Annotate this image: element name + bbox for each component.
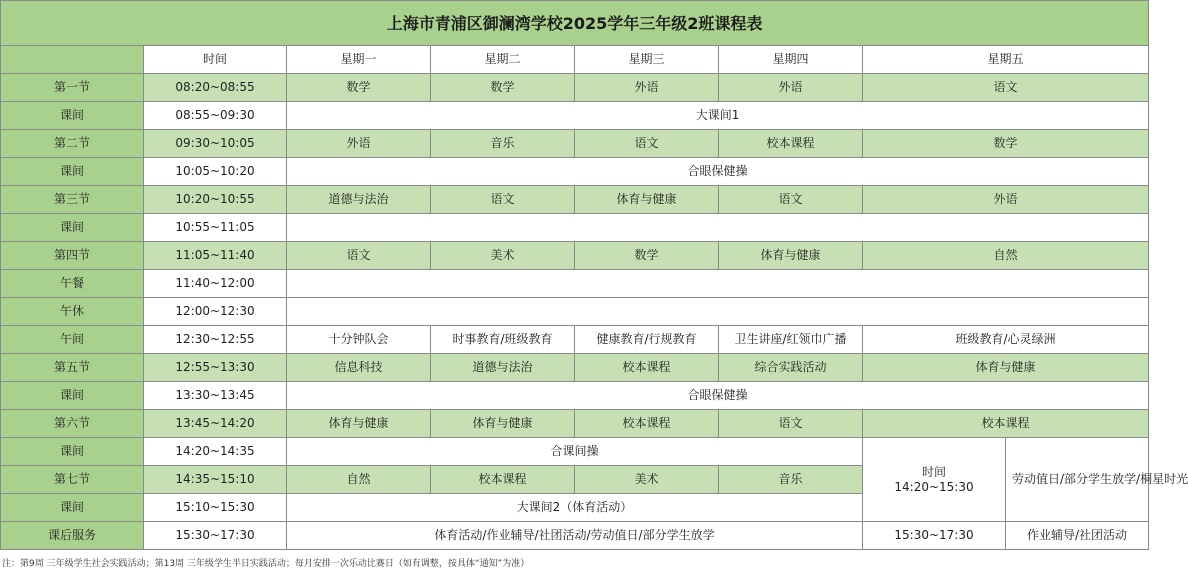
row-noon — [1, 326, 1149, 354]
cell-tuesday: 体育与健康 — [431, 410, 575, 438]
time-cell: 14:35~15:10 — [144, 466, 287, 494]
cell-wednesday: 外语 — [575, 74, 719, 102]
row-label: 课间 — [1, 158, 144, 186]
cell-wednesday: 校本课程 — [575, 354, 719, 382]
time-cell: 12:55~13:30 — [144, 354, 287, 382]
friday-pm-time-label: 时间 — [921, 464, 946, 479]
cell-wednesday: 语文 — [575, 130, 719, 158]
break-activity — [287, 214, 1149, 242]
cell-thursday: 音乐 — [719, 466, 863, 494]
row-lunch — [1, 270, 1149, 298]
row-break-3 — [1, 214, 1149, 242]
cell-thursday: 体育与健康 — [719, 242, 863, 270]
break-activity: 合课间操 — [287, 438, 863, 466]
cell-wednesday: 数学 — [575, 242, 719, 270]
row-label: 午间 — [1, 326, 144, 354]
friday-pm-time-range: 14:20~15:30 — [894, 479, 974, 494]
cell-thursday: 卫生讲座/红领巾广播 — [719, 326, 863, 354]
cell-tuesday: 美术 — [431, 242, 575, 270]
time-cell: 10:05~10:20 — [144, 158, 287, 186]
cell-wednesday: 校本课程 — [575, 410, 719, 438]
header-thursday: 星期四 — [719, 46, 863, 74]
header-wednesday: 星期三 — [575, 46, 719, 74]
row-label: 午餐 — [1, 270, 144, 298]
row-label: 课间 — [1, 214, 144, 242]
time-cell: 14:20~14:35 — [144, 438, 287, 466]
row-label: 课间 — [1, 438, 144, 466]
row-period-4 — [1, 242, 1149, 270]
cell-friday: 外语 — [863, 186, 1149, 214]
after-school-activity: 体育活动/作业辅导/社团活动/劳动值日/部分学生放学 — [287, 522, 863, 550]
cell-monday: 数学 — [287, 74, 431, 102]
row-label: 课间 — [1, 102, 144, 130]
cell-friday: 班级教育/心灵绿洲 — [863, 326, 1149, 354]
cell-thursday: 外语 — [719, 74, 863, 102]
row-break-2 — [1, 158, 1149, 186]
header-time: 时间 — [144, 46, 287, 74]
cell-wednesday: 美术 — [575, 466, 719, 494]
friday-pm-activity: 劳动值日/部分学生放学/桐星时光 — [1006, 438, 1149, 522]
header-corner — [1, 46, 144, 74]
row-label: 课后服务 — [1, 522, 144, 550]
header-monday: 星期一 — [287, 46, 431, 74]
header-row — [1, 46, 1149, 74]
cell-friday: 数学 — [863, 130, 1149, 158]
row-nap — [1, 298, 1149, 326]
timetable-title: 上海市青浦区御澜湾学校2025学年三年级2班课程表 — [1, 1, 1149, 46]
row-label: 第二节 — [1, 130, 144, 158]
friday-pm-time — [863, 438, 1006, 522]
cell-monday: 十分钟队会 — [287, 326, 431, 354]
time-cell: 12:30~12:55 — [144, 326, 287, 354]
cell-monday: 道德与法治 — [287, 186, 431, 214]
row-break-1 — [1, 102, 1149, 130]
time-cell: 12:00~12:30 — [144, 298, 287, 326]
break-activity: 合眼保健操 — [287, 382, 1149, 410]
row-period-5 — [1, 354, 1149, 382]
cell-monday: 信息科技 — [287, 354, 431, 382]
row-label: 课间 — [1, 494, 144, 522]
cell-monday: 自然 — [287, 466, 431, 494]
row-label: 课间 — [1, 382, 144, 410]
cell-thursday: 校本课程 — [719, 130, 863, 158]
time-cell: 10:20~10:55 — [144, 186, 287, 214]
cell-wednesday: 健康教育/行规教育 — [575, 326, 719, 354]
time-cell: 11:40~12:00 — [144, 270, 287, 298]
row-label: 午休 — [1, 298, 144, 326]
footnote: 注：第9周 三年级学生社会实践活动；第13周 三年级学生半日实践活动；每月安排一次乐动比赛日（如有调整，按具体“通知”为准） — [2, 559, 530, 569]
cell-monday: 体育与健康 — [287, 410, 431, 438]
cell-wednesday: 体育与健康 — [575, 186, 719, 214]
cell-tuesday: 道德与法治 — [431, 354, 575, 382]
cell-thursday: 语文 — [719, 410, 863, 438]
friday-after-time: 15:30~17:30 — [863, 522, 1006, 550]
cell-friday: 校本课程 — [863, 410, 1149, 438]
friday-after-activity: 作业辅导/社团活动 — [1006, 522, 1149, 550]
row-label: 第四节 — [1, 242, 144, 270]
cell-tuesday: 时事教育/班级教育 — [431, 326, 575, 354]
time-cell: 09:30~10:05 — [144, 130, 287, 158]
break-activity: 合眼保健操 — [287, 158, 1149, 186]
time-cell: 08:20~08:55 — [144, 74, 287, 102]
time-cell: 15:10~15:30 — [144, 494, 287, 522]
break-activity: 大课间1 — [287, 102, 1149, 130]
row-label: 第一节 — [1, 74, 144, 102]
cell-thursday: 语文 — [719, 186, 863, 214]
row-after-school — [1, 522, 1149, 550]
row-label: 第五节 — [1, 354, 144, 382]
row-label: 第三节 — [1, 186, 144, 214]
cell-tuesday: 语文 — [431, 186, 575, 214]
break-activity: 大课间2（体育活动） — [287, 494, 863, 522]
row-period-1 — [1, 74, 1149, 102]
cell-monday: 语文 — [287, 242, 431, 270]
row-label: 第六节 — [1, 410, 144, 438]
cell-tuesday: 音乐 — [431, 130, 575, 158]
cell-tuesday: 数学 — [431, 74, 575, 102]
row-period-2 — [1, 130, 1149, 158]
time-cell: 13:45~14:20 — [144, 410, 287, 438]
cell-tuesday: 校本课程 — [431, 466, 575, 494]
row-period-3 — [1, 186, 1149, 214]
header-tuesday: 星期二 — [431, 46, 575, 74]
break-activity — [287, 270, 1149, 298]
cell-friday: 体育与健康 — [863, 354, 1149, 382]
cell-friday: 语文 — [863, 74, 1149, 102]
time-cell: 08:55~09:30 — [144, 102, 287, 130]
cell-monday: 外语 — [287, 130, 431, 158]
cell-thursday: 综合实践活动 — [719, 354, 863, 382]
row-period-6 — [1, 410, 1149, 438]
row-break-6 — [1, 438, 1149, 466]
row-label: 第七节 — [1, 466, 144, 494]
time-cell: 13:30~13:45 — [144, 382, 287, 410]
time-cell: 10:55~11:05 — [144, 214, 287, 242]
row-break-5 — [1, 382, 1149, 410]
break-activity — [287, 298, 1149, 326]
time-cell: 11:05~11:40 — [144, 242, 287, 270]
cell-friday: 自然 — [863, 242, 1149, 270]
header-friday: 星期五 — [863, 46, 1149, 74]
time-cell: 15:30~17:30 — [144, 522, 287, 550]
